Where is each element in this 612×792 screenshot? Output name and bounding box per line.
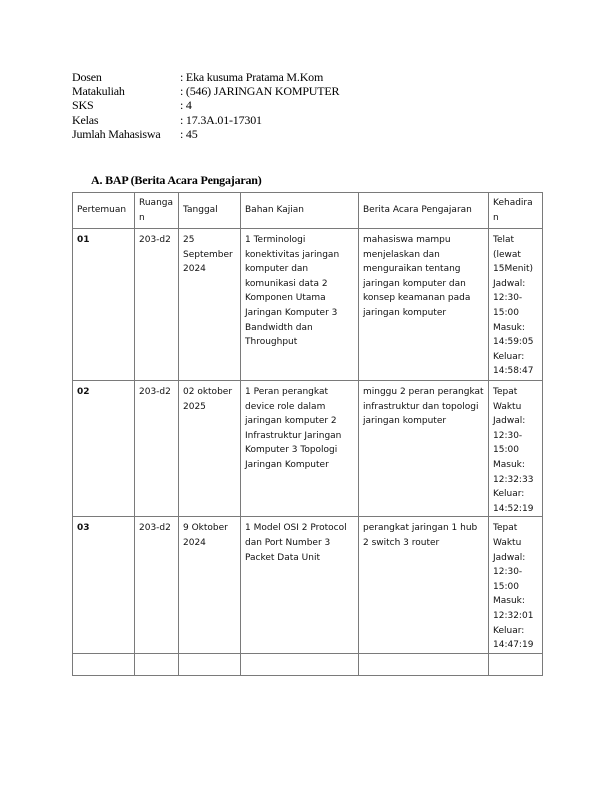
cell-pertemuan: 03: [73, 517, 135, 653]
section-title: A. BAP (Berita Acara Pengajaran): [91, 173, 262, 187]
info-label: Matakuliah: [72, 84, 125, 99]
cell-tanggal: 25 September 2024: [179, 229, 241, 381]
cell-ruangan: 203-d2: [135, 381, 179, 517]
header-berita-acara: Berita Acara Pengajaran: [359, 193, 489, 229]
cell-tanggal: 02 oktober 2025: [179, 381, 241, 517]
table-row-empty: [73, 653, 543, 675]
cell-berita-acara: mahasiswa mampu menjelaskan dan menguraikan tentang jaringan komputer dan konsep keamanan pada jaringan komputer: [359, 229, 489, 381]
cell-bahan-kajian: 1 Model OSI 2 Protocol dan Port Number 3 Packet Data Unit: [241, 517, 359, 653]
info-label: SKS: [72, 98, 94, 113]
cell-bahan-kajian: 1 Peran perangkat device role dalam jaringan komputer 2 Infrastruktur Jaringan Komputer 3 Topologi Jaringan Komputer: [241, 381, 359, 517]
cell-pertemuan: 02: [73, 381, 135, 517]
table-row: [73, 517, 543, 653]
cell-empty: [179, 653, 241, 675]
bap-table-container: [72, 192, 542, 699]
table-row: [73, 229, 543, 381]
cell-berita-acara: perangkat jaringan 1 hub 2 switch 3 router: [359, 517, 489, 653]
header-ruangan: Ruangan: [135, 193, 179, 229]
cell-tanggal: 9 Oktober 2024: [179, 517, 241, 653]
info-row-kelas: [72, 113, 339, 127]
info-row-dosen: [72, 70, 339, 84]
info-value: : (546) JARINGAN KOMPUTER: [180, 84, 340, 99]
cell-empty: [73, 653, 135, 675]
table-row: [73, 381, 543, 517]
cell-pertemuan: 01: [73, 229, 135, 381]
cell-bahan-kajian: 1 Terminologi konektivitas jaringan komputer dan komunikasi data 2 Komponen Utama Jaringan Komputer 3 Bandwidth dan Throughput: [241, 229, 359, 381]
info-row-matakuliah: [72, 84, 339, 98]
cell-empty: [241, 653, 359, 675]
info-label: Jumlah Mahasiswa: [72, 126, 161, 141]
header-kehadiran: Kehadiran: [489, 193, 543, 229]
info-label: Kelas: [72, 112, 99, 127]
cell-empty: [489, 653, 543, 675]
info-label: Dosen: [72, 70, 102, 84]
cell-kehadiran: Tepat Waktu Jadwal: 12:30-15:00 Masuk: 12:32:33 Keluar: 14:52:19: [489, 381, 543, 517]
header-tanggal: Tanggal: [179, 193, 241, 229]
course-info: [72, 70, 339, 141]
info-value: : Eka kusuma Pratama M.Kom: [180, 70, 324, 84]
info-value: : 45: [180, 126, 198, 141]
info-row-jumlah: [72, 127, 339, 141]
cell-ruangan: 203-d2: [135, 517, 179, 653]
info-value: : 17.3A.01-17301: [180, 112, 262, 127]
cell-empty: [135, 653, 179, 675]
info-row-sks: [72, 98, 339, 112]
cell-kehadiran: Telat (lewat 15Menit) Jadwal: 12:30-15:00 Masuk: 14:59:05 Keluar: 14:58:47: [489, 229, 543, 381]
cell-berita-acara: minggu 2 peran perangkat infrastruktur dan topologi jaringan komputer: [359, 381, 489, 517]
cell-empty: [359, 653, 489, 675]
cell-ruangan: 203-d2: [135, 229, 179, 381]
table-header-row: [73, 193, 543, 229]
cell-kehadiran: Tepat Waktu Jadwal: 12:30-15:00 Masuk: 12:32:01 Keluar: 14:47:19: [489, 517, 543, 653]
info-value: : 4: [180, 98, 192, 113]
header-pertemuan: Pertemuan: [73, 193, 135, 229]
header-bahan-kajian: Bahan Kajian: [241, 193, 359, 229]
bap-table: [72, 192, 543, 676]
